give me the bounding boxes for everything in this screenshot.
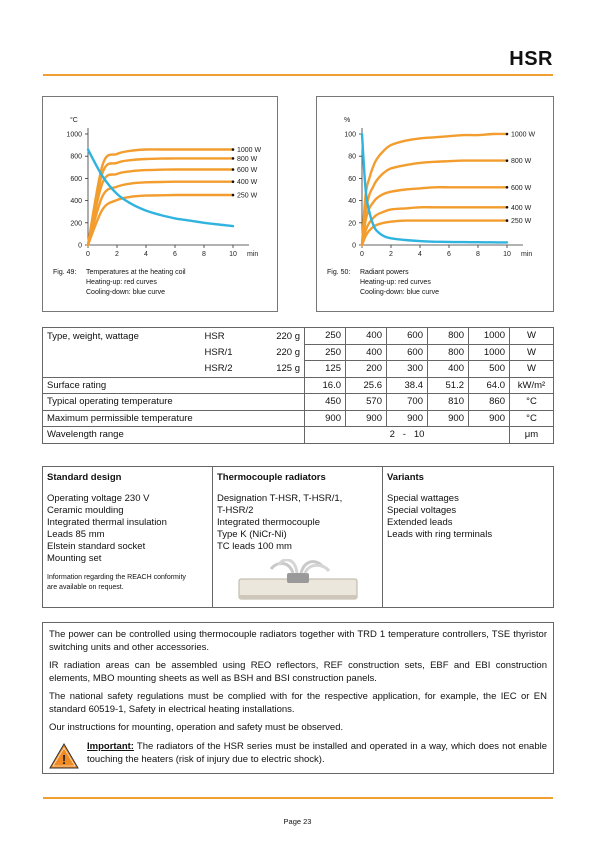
- x-axis-label: min: [247, 251, 259, 258]
- figure-49-number: Fig. 49:: [53, 269, 77, 276]
- value-cell: 500: [469, 361, 510, 378]
- value-cell: 250: [305, 328, 346, 345]
- model-cell: HSR/2: [201, 361, 261, 378]
- series-end-marker: [506, 133, 509, 136]
- x-tick-label: 10: [503, 251, 511, 258]
- list-item: Special wattages: [387, 493, 459, 504]
- list-item: Leads with ring terminals: [387, 529, 493, 540]
- list-item: Type K (NiCr-Ni): [217, 529, 287, 540]
- y-tick-label: 80: [348, 153, 356, 161]
- reach-note-line: Information regarding the REACH conformity: [47, 574, 186, 581]
- figure-49-caption-line: Cooling-down: blue curve: [86, 289, 165, 296]
- y-tick-label: 100: [344, 131, 356, 139]
- value-cell: 200: [346, 361, 387, 378]
- standard-design-panel: [43, 467, 213, 607]
- notes-box: [42, 622, 554, 774]
- chart-radiant-powers: [317, 97, 555, 267]
- value-cell: 810: [428, 394, 469, 411]
- figure-50-caption-line: Cooling-down: blue curve: [360, 289, 439, 296]
- row-label-max: Maximum permissible temperature: [43, 410, 305, 427]
- series-label: 600 W: [511, 184, 532, 192]
- x-tick-label: 4: [418, 251, 422, 258]
- value-cell: 400: [428, 361, 469, 378]
- series-end-marker: [232, 168, 235, 171]
- y-tick-label: 0: [78, 242, 82, 250]
- page-title: HSR: [509, 48, 553, 70]
- list-item: Ceramic moulding: [47, 505, 124, 516]
- list-item: Elstein standard socket: [47, 541, 146, 552]
- series-end-marker: [232, 157, 235, 160]
- page-number: Page 23: [283, 817, 312, 826]
- value-cell: 450: [305, 394, 346, 411]
- value-cell: 1000: [469, 328, 510, 345]
- unit-cell: °C: [510, 410, 554, 427]
- value-cell: 400: [346, 344, 387, 361]
- list-item: Operating voltage 230 V: [47, 493, 150, 504]
- unit-cell: W: [510, 328, 554, 345]
- x-tick-label: 6: [447, 251, 451, 258]
- table-row: [43, 361, 554, 378]
- list-item: T-HSR/2: [217, 505, 254, 516]
- list-item: Special voltages: [387, 505, 457, 516]
- radiator-base: [239, 595, 357, 599]
- list-item: Mounting set: [47, 553, 102, 564]
- value-cell: 900: [346, 410, 387, 427]
- series-label: 1000 W: [511, 131, 536, 139]
- series-end-marker: [506, 206, 509, 209]
- value-cell: 400: [346, 328, 387, 345]
- chart-coil-temperature: [43, 97, 279, 267]
- list-item: Integrated thermal insulation: [47, 517, 167, 528]
- note-paragraph: The national safety regulations must be complied with for the respective application, for example, the IEC or EN standard 60519-1, Safety in electrical heating installations.: [49, 691, 547, 715]
- list-item: Extended leads: [387, 517, 453, 528]
- note-paragraph: Our instructions for mounting, operation and safety must be observed.: [49, 722, 344, 733]
- warning-body: The radiators of the HSR series must be installed and operated in a way, which does not enable touching the heaters (risk of injury due to electric shock).: [87, 741, 547, 765]
- design-panels: [42, 466, 554, 608]
- radiator-lead: [271, 563, 293, 573]
- radiator-lead: [305, 565, 329, 573]
- y-tick-label: 400: [70, 198, 82, 206]
- note-paragraph: IR radiation areas can be assembled using REO reflectors, REF construction sets, EBF and EBI construction elements, MBO mounting sheets as well as BSH and BSI construction panels.: [49, 660, 547, 684]
- series-end-marker: [506, 186, 509, 189]
- value-cell: 600: [387, 328, 428, 345]
- y-tick-label: 200: [70, 220, 82, 228]
- radiator-socket: [287, 573, 309, 583]
- x-tick-label: 10: [229, 251, 237, 258]
- row-label-typical: Typical operating temperature: [43, 394, 305, 411]
- figure-50-caption-line: Heating-up: red curves: [360, 279, 431, 286]
- warning-text: [87, 741, 547, 766]
- value-cell: 900: [428, 410, 469, 427]
- warning-block: [49, 741, 547, 766]
- unit-cell: W: [510, 361, 554, 378]
- series-end-marker: [506, 219, 509, 222]
- y-axis-label: °C: [70, 117, 78, 124]
- series-label: 800 W: [511, 158, 532, 166]
- series-label: 250 W: [237, 192, 258, 200]
- cooling-curve: [88, 150, 233, 227]
- figure-50-number: Fig. 50:: [327, 269, 351, 276]
- y-tick-label: 20: [348, 220, 356, 228]
- list-item: Leads 85 mm: [47, 529, 105, 540]
- y-tick-label: 1000: [66, 131, 82, 139]
- table-row: [43, 328, 554, 345]
- series-end-marker: [232, 194, 235, 197]
- unit-cell: μm: [510, 427, 554, 444]
- wavelength-value: 2 - 10: [305, 427, 510, 444]
- heating-curve: [88, 195, 233, 245]
- list-item: TC leads 100 mm: [217, 541, 292, 552]
- footer-divider: [43, 797, 553, 799]
- heating-curve: [88, 182, 233, 245]
- x-tick-label: 4: [144, 251, 148, 258]
- warning-triangle-icon: [49, 743, 79, 769]
- value-cell: 900: [305, 410, 346, 427]
- y-tick-label: 0: [352, 242, 356, 250]
- unit-cell: W: [510, 344, 554, 361]
- figure-50: [316, 96, 554, 312]
- series-label: 250 W: [511, 218, 532, 226]
- row-label-empty: [43, 344, 201, 361]
- value-cell: 300: [387, 361, 428, 378]
- table-row: [43, 344, 554, 361]
- x-tick-label: 8: [476, 251, 480, 258]
- value-cell: 900: [469, 410, 510, 427]
- value-cell: 16.0: [305, 377, 346, 394]
- figure-49-title: Temperatures at the heating coil: [86, 269, 186, 276]
- value-cell: 900: [387, 410, 428, 427]
- table-row: [43, 377, 554, 394]
- list-item: Designation T-HSR, T-HSR/1,: [217, 493, 343, 504]
- variants-panel: [383, 467, 553, 607]
- weight-cell: 220 g: [261, 328, 305, 345]
- y-tick-label: 800: [70, 153, 82, 161]
- y-tick-label: 60: [348, 175, 356, 183]
- thermocouple-title: Thermocouple radiators: [217, 472, 326, 483]
- figure-50-caption: [327, 268, 439, 298]
- value-cell: 800: [428, 328, 469, 345]
- thermocouple-panel: [213, 467, 383, 607]
- figure-49: [42, 96, 278, 312]
- radiator-product-image: [237, 559, 361, 605]
- x-tick-label: 8: [202, 251, 206, 258]
- value-cell: 1000: [469, 344, 510, 361]
- series-end-marker: [232, 148, 235, 151]
- heating-curve: [362, 134, 507, 245]
- x-tick-label: 0: [86, 251, 90, 258]
- reach-note-line: are available on request.: [47, 584, 124, 591]
- row-label-wavelength: Wavelength range: [43, 427, 305, 444]
- header-divider: [43, 74, 553, 76]
- x-tick-label: 2: [115, 251, 119, 258]
- model-cell: HSR: [201, 328, 261, 345]
- note-paragraph: The power can be controlled using thermocouple radiators together with TRD 1 temperature controllers, TSE thyristor switching units and other accessories.: [49, 629, 547, 653]
- unit-cell: °C: [510, 394, 554, 411]
- list-item: Integrated thermocouple: [217, 517, 320, 528]
- value-cell: 64.0: [469, 377, 510, 394]
- figure-49-caption-line: Heating-up: red curves: [86, 279, 157, 286]
- y-tick-label: 600: [70, 175, 82, 183]
- series-label: 400 W: [237, 179, 258, 187]
- weight-cell: 125 g: [261, 361, 305, 378]
- value-cell: 700: [387, 394, 428, 411]
- row-label-surface: Surface rating: [43, 377, 305, 394]
- value-cell: 860: [469, 394, 510, 411]
- row-label-type: Type, weight, wattage: [43, 328, 201, 345]
- y-tick-label: 40: [348, 198, 356, 206]
- heating-curve: [362, 161, 507, 245]
- value-cell: 250: [305, 344, 346, 361]
- series-label: 400 W: [511, 204, 532, 212]
- row-label-empty: [43, 361, 201, 378]
- value-cell: 38.4: [387, 377, 428, 394]
- standard-design-title: Standard design: [47, 472, 122, 483]
- figure-49-caption: [53, 268, 186, 298]
- value-cell: 125: [305, 361, 346, 378]
- figure-50-title: Radiant powers: [360, 269, 409, 276]
- y-axis-label: %: [344, 117, 351, 124]
- x-tick-label: 6: [173, 251, 177, 258]
- reach-note: [47, 573, 186, 593]
- x-tick-label: 2: [389, 251, 393, 258]
- variants-title: Variants: [387, 472, 424, 483]
- svg-text:!: !: [61, 752, 67, 767]
- x-axis-label: min: [521, 251, 533, 258]
- model-cell: HSR/1: [204, 346, 233, 358]
- unit-cell: kW/m²: [510, 377, 554, 394]
- value-cell: 800: [428, 344, 469, 361]
- value-cell: 600: [387, 344, 428, 361]
- series-label: 800 W: [237, 155, 258, 163]
- warning-label: Important:: [87, 741, 134, 752]
- series-end-marker: [506, 159, 509, 162]
- x-tick-label: 0: [360, 251, 364, 258]
- value-cell: 25.6: [346, 377, 387, 394]
- heating-curve: [362, 207, 507, 245]
- value-cell: 51.2: [428, 377, 469, 394]
- table-row: [43, 394, 554, 411]
- value-cell: 570: [346, 394, 387, 411]
- spec-table: [42, 327, 554, 444]
- table-row: [43, 427, 554, 444]
- series-label: 600 W: [237, 167, 258, 175]
- weight-cell: 220 g: [261, 344, 305, 361]
- series-end-marker: [232, 180, 235, 183]
- series-label: 1000 W: [237, 147, 262, 155]
- table-row: [43, 410, 554, 427]
